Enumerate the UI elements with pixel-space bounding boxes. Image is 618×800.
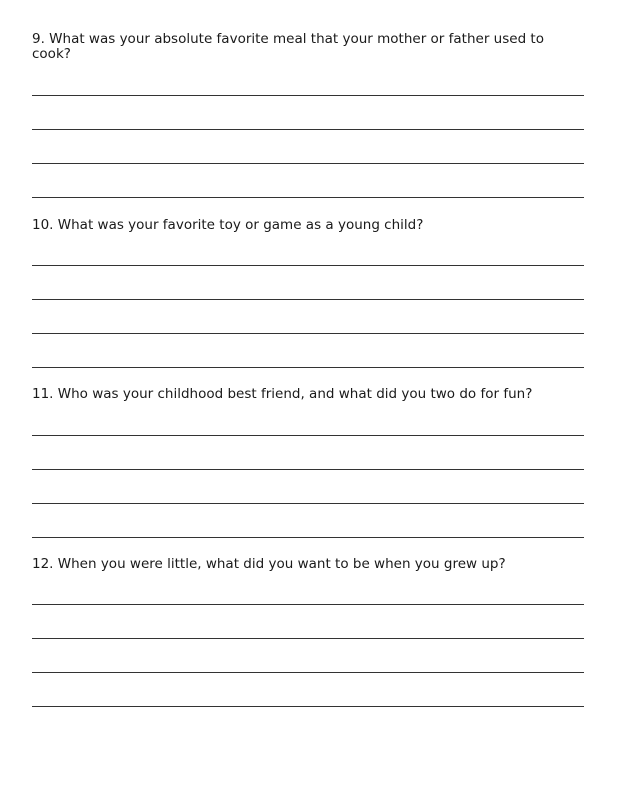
question-11: 11. Who was your childhood best friend, and what did you two do for fun? bbox=[32, 386, 533, 402]
question-12: 12. When you were little, what did you want to be when you grew up? bbox=[32, 556, 506, 572]
answer-line-9-3[interactable] bbox=[32, 163, 584, 164]
answer-line-9-1[interactable] bbox=[32, 95, 584, 96]
answer-line-12-2[interactable] bbox=[32, 638, 584, 639]
question-9: 9. What was your absolute favorite meal that your mother or father used to cook? bbox=[32, 31, 544, 62]
answer-line-12-4[interactable] bbox=[32, 706, 584, 707]
question-10: 10. What was your favorite toy or game as a young child? bbox=[32, 217, 424, 233]
answer-line-11-1[interactable] bbox=[32, 435, 584, 436]
answer-line-11-2[interactable] bbox=[32, 469, 584, 470]
answer-line-10-2[interactable] bbox=[32, 299, 584, 300]
answer-line-9-2[interactable] bbox=[32, 129, 584, 130]
answer-line-10-3[interactable] bbox=[32, 333, 584, 334]
answer-line-12-3[interactable] bbox=[32, 672, 584, 673]
answer-line-9-4[interactable] bbox=[32, 197, 584, 198]
answer-line-10-4[interactable] bbox=[32, 367, 584, 368]
answer-line-10-1[interactable] bbox=[32, 265, 584, 266]
answer-line-11-4[interactable] bbox=[32, 537, 584, 538]
answer-line-12-1[interactable] bbox=[32, 604, 584, 605]
answer-line-11-3[interactable] bbox=[32, 503, 584, 504]
